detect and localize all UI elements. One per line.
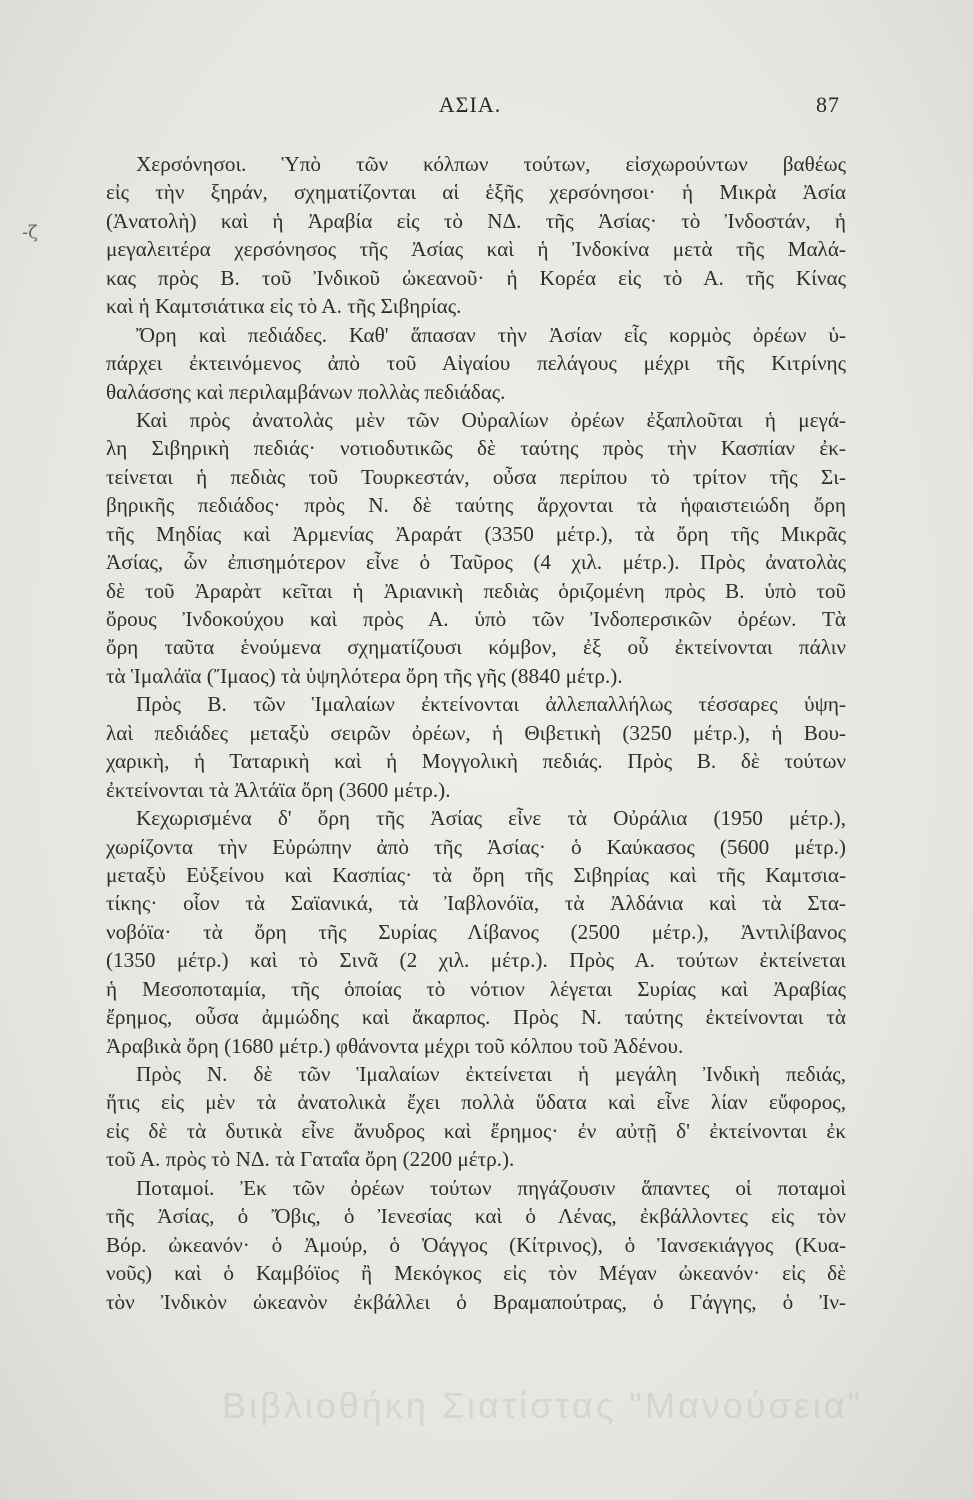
text-line: λη Σιβηρικὴ πεδιάς· νοτιοδυτικῶς δὲ ταύτης πρὸς τὴν Κασπίαν ἐκ- <box>106 436 846 461</box>
text-line: τὸν Ἰνδικὸν ὠκεανὸν ἐκβάλλει ὁ Βραμαπούτρας, ὁ Γάγγης, ὁ Ἰν- <box>106 1289 846 1314</box>
text-line: νοβόϊα· τὰ ὄρη τῆς Συρίας Λίβανος (2500 μέτρ.), Ἀντιλίβανος <box>106 919 846 944</box>
text-line: Ὄρη καὶ πεδιάδες. Καθ' ἅπασαν τὴν Ἀσίαν εἷς κορμὸς ὀρέων ὑ- <box>136 322 846 347</box>
text-line: δὲ τοῦ Ἀραρὰτ κεῖται ἡ Ἀριανικὴ πεδιὰς ὁριζομένη πρὸς Β. ὑπὸ τοῦ <box>106 578 846 603</box>
text-line: μεγαλειτέρα χερσόνησος τῆς Ἀσίας καὶ ἡ Ἰνδοκίνα μετὰ τῆς Μαλά- <box>106 237 846 262</box>
text-line: ἔρημος, οὖσα ἀμμώδης καὶ ἄκαρπος. Πρὸς Ν. ταύτης ἐκτείνονται τὰ <box>106 1005 846 1030</box>
text-line: νοῦς) καὶ ὁ Καμβόϊος ἢ Μεκόγκος εἰς τὸν Μέγαν ὠκεανόν· εἰς δὲ <box>106 1261 846 1286</box>
page-header <box>100 92 840 122</box>
text-line: κας πρὸς Β. τοῦ Ἰνδικοῦ ὠκεανοῦ· ἡ Κορέα εἰς τὸ Α. τῆς Κίνας <box>106 265 846 290</box>
page-title: ΑΣΙΑ. <box>438 92 502 117</box>
text-line: (1350 μέτρ.) καὶ τὸ Σινᾶ (2 χιλ. μέτρ.). Πρὸς Α. τούτων ἐκτείνεται <box>106 948 846 973</box>
text-line: ὄρη ταῦτα ἑνούμενα σχηματίζουσι κόμβον, ἐξ οὗ ἐκτείνονται πάλιν <box>106 635 846 660</box>
text-line: τίκης· οἷον τὰ Σαϊανικά, τὰ Ἰαβλονόϊα, τὰ Ἀλδάνια καὶ τὰ Στα- <box>106 891 846 916</box>
text-line: τῆς Ἀσίας, ὁ Ὄβις, ὁ Ἰενεσίας καὶ ὁ Λένας, ἐκβάλλοντες εἰς τὸν <box>106 1204 846 1229</box>
text-line: χωρίζοντα τὴν Εὐρώπην ἀπὸ τῆς Ἀσίας· ὁ Καύκασος (5600 μέτρ.) <box>106 834 846 859</box>
text-line: (Ἀνατολὴ) καὶ ἡ Ἀραβία εἰς τὸ ΝΔ. τῆς Ἀσίας· τὸ Ἰνδοστάν, ἡ <box>106 208 846 233</box>
text-line: βηρικῆς πεδιάδος· πρὸς Ν. δὲ ταύτης ἄρχονται τὰ ἡφαιστειώδη ὄρη <box>106 493 846 518</box>
text-line: τείνεται ἡ πεδιὰς τοῦ Τουρκεστάν, οὖσα περίπου τὸ τρίτον τῆς Σι- <box>106 464 846 489</box>
text-line: εἰς δὲ τὰ δυτικὰ εἶνε ἄνυδρος καὶ ἔρημος· ἐν αὐτῇ δ' ἐκτείνονται ἐκ <box>106 1118 846 1143</box>
text-line: Πρὸς Ν. δὲ τῶν Ἱμαλαίων ἐκτείνεται ἡ μεγάλη Ἰνδικὴ πεδιάς, <box>136 1062 846 1086</box>
text-line: Χερσόνησοι. Ὑπὸ τῶν κόλπων τούτων, εἰσχωρούντων βαθέως <box>136 152 846 176</box>
text-line: χαρικὴ, ἡ Ταταρικὴ καὶ ἡ Μογγολικὴ πεδιάς. Πρὸς Β. δὲ τούτων <box>106 749 846 774</box>
page-body <box>106 150 846 1316</box>
text-line: ἥτις εἰς μὲν τὰ ἀνατολικὰ ἔχει πολλὰ ὕδατα καὶ εἶνε λίαν εὔφορος, <box>106 1090 846 1115</box>
page-number: 87 <box>816 92 840 117</box>
text-line: μεταξὺ Εὐξείνου καὶ Κασπίας· τὰ ὄρη τῆς Σιβηρίας καὶ τῆς Καμτσια- <box>106 862 846 887</box>
text-line: τοῦ Α. πρὸς τὸ ΝΔ. τὰ Γαταΐα ὄρη (2200 μέτρ.). <box>106 1147 515 1172</box>
library-watermark: Βιβλιοθήκη Σιατίστας "Μανούσεια" <box>222 1385 864 1426</box>
text-line: Κεχωρισμένα δ' ὄρη τῆς Ἀσίας εἶνε τὰ Οὐράλια (1950 μέτρ.), <box>136 806 846 831</box>
text-line: καὶ ἡ Καμτσιάτικα εἰς τὸ Α. τῆς Σιβηρίας. <box>106 294 462 319</box>
margin-mark: -ζ <box>22 222 38 243</box>
text-line: λαὶ πεδιάδες μεταξὺ σειρῶν ὀρέων, ἡ Θιβετικὴ (3250 μέτρ.), ἡ Βου- <box>106 720 846 745</box>
text-line: ὄρους Ἰνδοκούχου καὶ πρὸς Α. ὑπὸ τῶν Ἰνδοπερσικῶν ὀρέων. Τὰ <box>106 607 846 631</box>
text-line: θαλάσσης καὶ περιλαμβάνων πολλὰς πεδιάδας. <box>106 379 506 404</box>
text-line: εἰς τὴν ξηράν, σχηματίζονται αἱ ἑξῆς χερσόνησοι· ἡ Μικρὰ Ἀσία <box>106 180 846 205</box>
text-line: Ποταμοί. Ἐκ τῶν ὀρέων τούτων πηγάζουσιν ἅπαντες οἱ ποταμοὶ <box>136 1175 846 1200</box>
text-line: Ἀσίας, ὧν ἐπισημότερον εἶνε ὁ Ταῦρος (4 χιλ. μέτρ.). Πρὸς ἀνατολὰς <box>106 550 846 575</box>
text-line: τὰ Ἱμαλάϊα (Ἴμαος) τὰ ὑψηλότερα ὄρη τῆς γῆς (8840 μέτρ.). <box>106 663 623 688</box>
text-line: Πρὸς Β. τῶν Ἱμαλαίων ἐκτείνονται ἀλλεπαλλήλως τέσσαρες ὑψη- <box>136 692 846 717</box>
text-line: ἐκτείνονται τὰ Ἀλτάϊα ὄρη (3600 μέτρ.). <box>106 777 451 802</box>
text-line: τῆς Μηδίας καὶ Ἀρμενίας Ἀραράτ (3350 μέτρ.), τὰ ὄρη τῆς Μικρᾶς <box>106 521 846 546</box>
text-line: Ἀραβικὰ ὄρη (1680 μέτρ.) φθάνοντα μέχρι τοῦ κόλπου τοῦ Ἀδένου. <box>106 1033 684 1058</box>
text-line: Βόρ. ὠκεανόν· ὁ Ἀμούρ, ὁ Ὀάγγος (Κίτρινος), ὁ Ἰανσεκιάγγος (Κυα- <box>106 1232 846 1257</box>
text-line: Καὶ πρὸς ἀνατολὰς μὲν τῶν Οὐραλίων ὀρέων ἐξαπλοῦται ἡ μεγά- <box>136 407 846 432</box>
text-line: ἡ Μεσοποταμία, τῆς ὁποίας τὸ νότιον λέγεται Συρίας καὶ Ἀραβίας <box>106 976 846 1001</box>
text-line: πάρχει ἐκτεινόμενος ἀπὸ τοῦ Αἰγαίου πελάγους μέχρι τῆς Κιτρίνης <box>106 351 846 376</box>
